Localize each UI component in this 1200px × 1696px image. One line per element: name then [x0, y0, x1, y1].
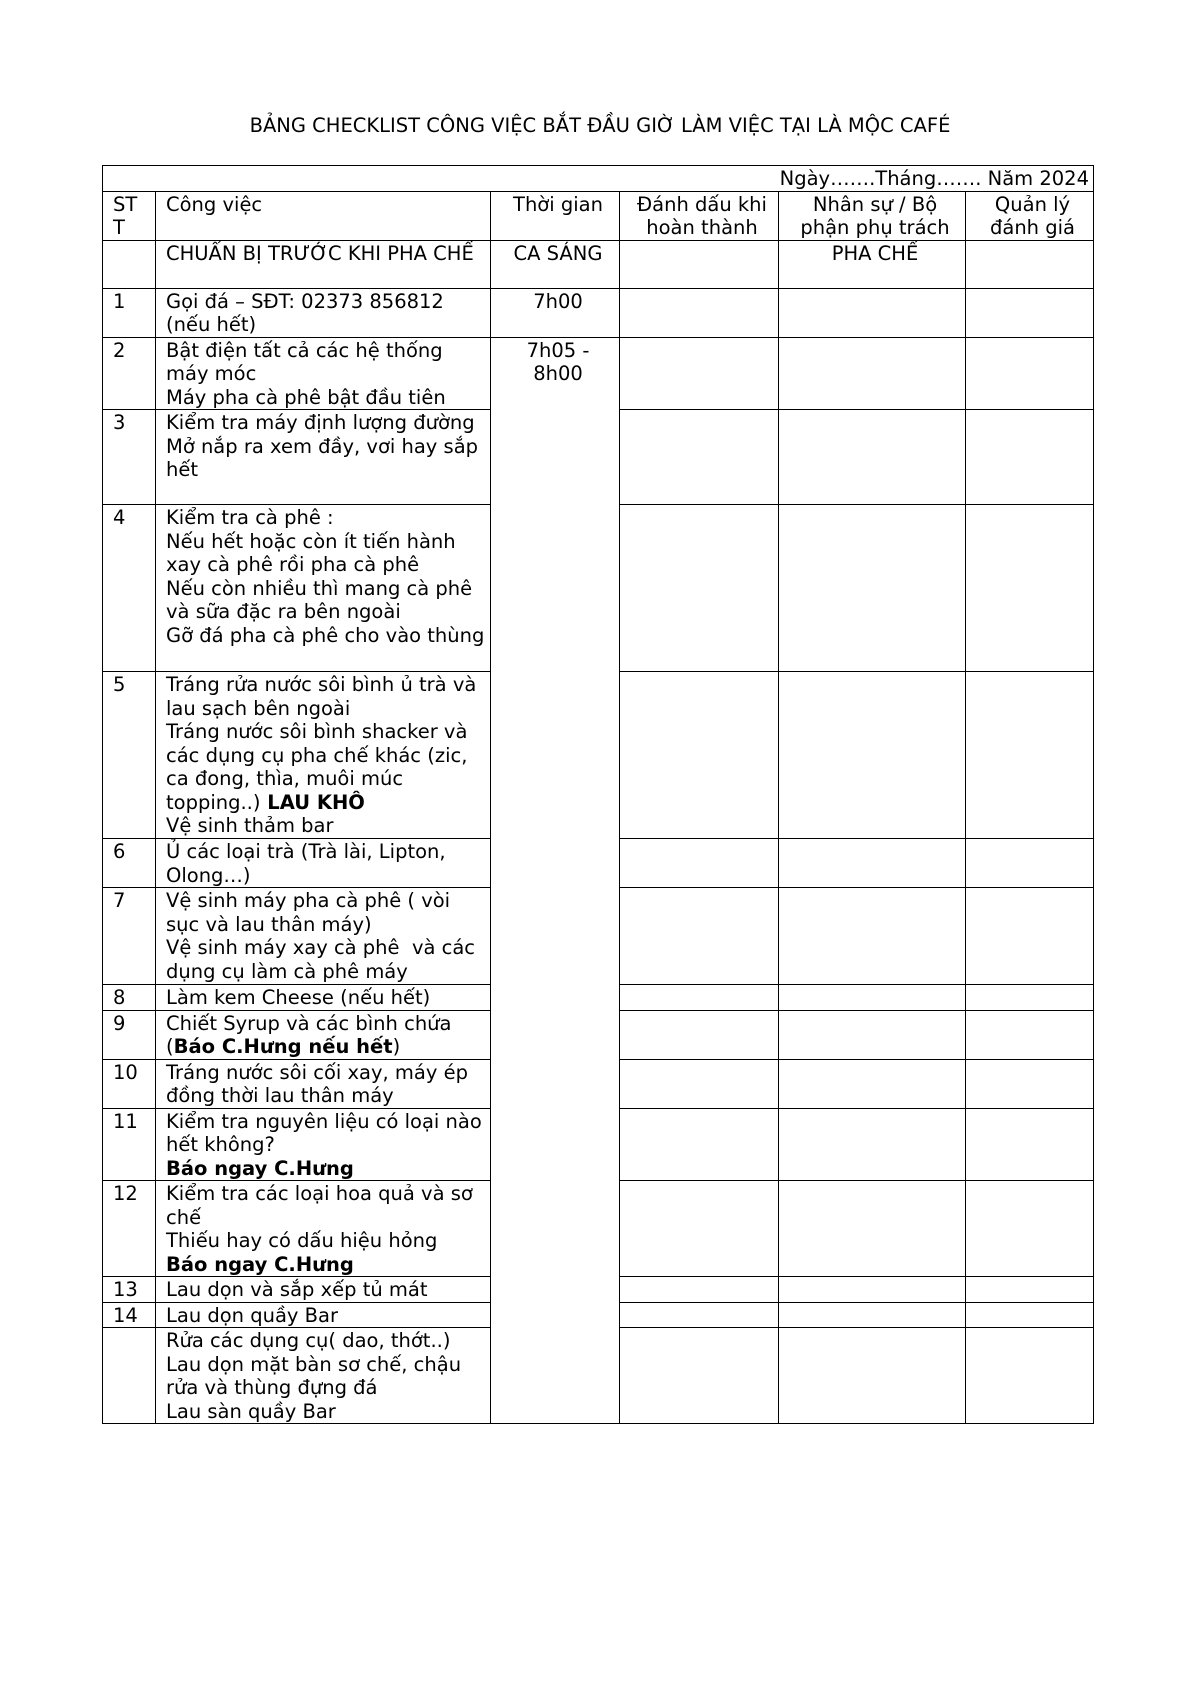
- header-task: Công việc: [156, 191, 491, 240]
- section-staff: PHA CHẾ: [779, 240, 966, 288]
- row-task: [156, 337, 491, 410]
- task-line-text: Tráng nước sôi bình shacker và các dụng cụ pha chế khác (zic, ca đong, thìa, muôi múc topping..): [166, 720, 474, 814]
- document-title: BẢNG CHECKLIST CÔNG VIỆC BẮT ĐẦU GIỜ LÀM VIỆC TẠI LÀ MỘC CAFÉ: [249, 114, 951, 137]
- task-line-text: Kiểm tra cà phê :: [166, 506, 334, 529]
- row-task: [156, 1181, 491, 1277]
- row-time: 7h00: [491, 288, 620, 337]
- row-staff-cell[interactable]: [779, 1277, 966, 1303]
- row-task: [156, 839, 491, 888]
- row-task: [156, 1059, 491, 1108]
- row-mark-cell[interactable]: [620, 839, 779, 888]
- section-stt: [103, 240, 156, 288]
- task-line-emphasis: Báo C.Hưng nếu hết: [173, 1035, 393, 1058]
- section-row: [103, 240, 1094, 288]
- row-task: [156, 505, 491, 672]
- task-line: [166, 1157, 486, 1181]
- task-line: [166, 1012, 486, 1059]
- task-line: [166, 840, 486, 887]
- row-review-cell[interactable]: [966, 1059, 1094, 1108]
- task-line-text: Bật điện tất cả các hệ thống máy móc: [166, 338, 449, 385]
- task-line: [166, 889, 486, 936]
- section-mark-cell: [620, 240, 779, 288]
- row-mark-cell[interactable]: [620, 985, 779, 1011]
- row-staff-cell[interactable]: [779, 505, 966, 672]
- task-line: [166, 530, 486, 577]
- task-line-text: Làm kem Cheese (nếu hết): [166, 986, 431, 1009]
- row-stt: 2: [103, 337, 156, 410]
- row-review-cell[interactable]: [966, 1302, 1094, 1328]
- row-review-cell[interactable]: [966, 505, 1094, 672]
- task-line-text: Tráng rửa nước sôi bình ủ trà và lau sạch bên ngoài: [166, 673, 483, 720]
- task-line-text: Gọi đá – SĐT: 02373 856812 (nếu hết): [166, 289, 451, 336]
- task-line-text: Kiểm tra máy định lượng đường: [166, 411, 475, 434]
- row-staff-cell[interactable]: [779, 1108, 966, 1181]
- task-line: [166, 506, 486, 530]
- row-task: [156, 672, 491, 839]
- row-mark-cell[interactable]: [620, 1181, 779, 1277]
- row-time-merged: [491, 337, 620, 1424]
- row-staff-cell[interactable]: [779, 1328, 966, 1424]
- task-line-text: Kiểm tra các loại hoa quả và sơ chế: [166, 1182, 480, 1229]
- row-staff-cell[interactable]: [779, 672, 966, 839]
- task-line-text: Báo ngay C.Hưng: [166, 1156, 354, 1180]
- row-mark-cell[interactable]: [620, 288, 779, 337]
- task-line: [166, 624, 486, 648]
- row-task: [156, 1328, 491, 1424]
- task-line: [166, 1304, 486, 1328]
- row-review-cell[interactable]: [966, 288, 1094, 337]
- task-line: [166, 673, 486, 720]
- row-review-cell[interactable]: [966, 1277, 1094, 1303]
- row-task: [156, 288, 491, 337]
- header-stt-label: ST T: [113, 192, 138, 239]
- row-mark-cell[interactable]: [620, 1059, 779, 1108]
- task-line: [166, 290, 486, 337]
- row-mark-cell[interactable]: [620, 1328, 779, 1424]
- section-task: CHUẨN BỊ TRƯỚC KHI PHA CHẾ: [156, 240, 491, 288]
- header-staff: Nhân sự / Bộ phận phụ trách: [779, 191, 966, 240]
- row-stt: 9: [103, 1010, 156, 1059]
- row-mark-cell[interactable]: [620, 1010, 779, 1059]
- task-line-text: Tráng nước sôi cối xay, máy ép đồng thời lau thân máy: [166, 1060, 475, 1107]
- task-line-emphasis: LAU KHÔ: [260, 790, 365, 814]
- task-line: [166, 986, 486, 1010]
- task-line-text: Báo ngay C.Hưng: [166, 1252, 354, 1276]
- row-mark-cell[interactable]: [620, 505, 779, 672]
- row-staff-cell[interactable]: [779, 1302, 966, 1328]
- date-line: Ngày…….Tháng……. Năm 2024: [103, 166, 1094, 192]
- row-mark-cell[interactable]: [620, 1302, 779, 1328]
- task-line: [166, 411, 486, 435]
- row-task: [156, 1010, 491, 1059]
- row-staff-cell[interactable]: [779, 410, 966, 505]
- row-review-cell[interactable]: [966, 1010, 1094, 1059]
- row-stt: 1: [103, 288, 156, 337]
- row-stt: 7: [103, 888, 156, 985]
- task-line: [166, 1253, 486, 1277]
- row-stt: 4: [103, 505, 156, 672]
- row-review-cell[interactable]: [966, 839, 1094, 888]
- header-mark: Đánh dấu khi hoàn thành: [620, 191, 779, 240]
- row-task: [156, 985, 491, 1011]
- task-line-text: Lau sàn quầy Bar: [166, 1399, 336, 1423]
- row-stt: 13: [103, 1277, 156, 1303]
- row-review-cell[interactable]: [966, 337, 1094, 410]
- task-line: [166, 1229, 486, 1253]
- row-review-cell[interactable]: [966, 985, 1094, 1011]
- row-staff-cell[interactable]: [779, 888, 966, 985]
- row-task: [156, 410, 491, 505]
- task-line-text: Nếu hết hoặc còn ít tiến hành xay cà phê rồi pha cà phê: [166, 529, 462, 576]
- section-review-cell: [966, 240, 1094, 288]
- task-line-text: Chiết Syrup và các bình chứa (: [166, 1011, 458, 1058]
- task-line-text: Lau dọn mặt bàn sơ chế, chậu rửa và thùng đựng đá: [166, 1352, 468, 1399]
- row-stt: 8: [103, 985, 156, 1011]
- task-line-text: Kiểm tra nguyên liệu có loại nào hết không?: [166, 1109, 488, 1156]
- row-staff-cell[interactable]: [779, 1181, 966, 1277]
- row-review-cell[interactable]: [966, 1181, 1094, 1277]
- time-range: 7h05 - 8h00: [526, 338, 590, 385]
- task-line-text: Vệ sinh máy xay cà phê và các dụng cụ làm cà phê máy: [166, 936, 482, 983]
- row-staff-cell[interactable]: [779, 985, 966, 1011]
- task-line-text: Máy pha cà phê bật đầu tiên: [166, 385, 446, 409]
- row-task: [156, 1302, 491, 1328]
- task-line: [166, 1182, 486, 1229]
- row-review-cell[interactable]: [966, 1108, 1094, 1181]
- row-stt: 10: [103, 1059, 156, 1108]
- header-row: [103, 191, 1094, 240]
- task-line: [166, 1061, 486, 1108]
- header-review: Quản lý đánh giá: [966, 191, 1094, 240]
- task-line: [166, 1110, 486, 1157]
- row-stt: [103, 1328, 156, 1424]
- task-line-text: Lau dọn quầy Bar: [166, 1303, 339, 1327]
- task-line-tail: ): [392, 1035, 401, 1058]
- table-row: [103, 288, 1094, 337]
- date-row: [103, 166, 1094, 192]
- task-line-text: Thiếu hay có dấu hiệu hỏng: [166, 1229, 438, 1252]
- row-mark-cell[interactable]: [620, 410, 779, 505]
- task-line: [166, 339, 486, 386]
- task-line-text: Ủ các loại trà (Trà lài, Lipton, Olong…): [166, 840, 452, 887]
- row-mark-cell[interactable]: [620, 672, 779, 839]
- task-line: [166, 814, 486, 838]
- task-line: [166, 1400, 486, 1424]
- task-line-text: Rửa các dụng cụ( dao, thớt..): [166, 1329, 451, 1352]
- task-line: [166, 936, 486, 983]
- task-line: [166, 1278, 486, 1302]
- task-line-text: Mở nắp ra xem đầy, vơi hay sắp hết: [166, 434, 485, 481]
- task-line-text: Vệ sinh thảm bar: [166, 814, 334, 837]
- row-review-cell[interactable]: [966, 410, 1094, 505]
- section-time: CA SÁNG: [491, 240, 620, 288]
- task-line: [166, 577, 486, 624]
- row-stt: 5: [103, 672, 156, 839]
- row-staff-cell[interactable]: [779, 1059, 966, 1108]
- row-task: [156, 888, 491, 985]
- task-line: [166, 386, 486, 410]
- row-review-cell[interactable]: [966, 888, 1094, 985]
- checklist-table: [102, 165, 1094, 1424]
- row-mark-cell[interactable]: [620, 337, 779, 410]
- row-staff-cell[interactable]: [779, 839, 966, 888]
- task-line: [166, 435, 486, 482]
- row-mark-cell[interactable]: [620, 1108, 779, 1181]
- row-mark-cell[interactable]: [620, 888, 779, 985]
- row-stt: 11: [103, 1108, 156, 1181]
- row-task: [156, 1108, 491, 1181]
- row-staff-cell[interactable]: [779, 337, 966, 410]
- row-stt: 3: [103, 410, 156, 505]
- task-line: [166, 720, 486, 814]
- row-mark-cell[interactable]: [620, 1277, 779, 1303]
- row-staff-cell[interactable]: [779, 1010, 966, 1059]
- row-stt: 6: [103, 839, 156, 888]
- row-stt: 12: [103, 1181, 156, 1277]
- header-stt: [103, 191, 156, 240]
- row-stt: 14: [103, 1302, 156, 1328]
- header-time: Thời gian: [491, 191, 620, 240]
- task-line-text: Nếu còn nhiều thì mang cà phê và sữa đặc ra bên ngoài: [166, 576, 479, 623]
- task-line: [166, 1329, 486, 1353]
- task-line-text: Lau dọn và sắp xếp tủ mát: [166, 1278, 428, 1301]
- row-review-cell[interactable]: [966, 1328, 1094, 1424]
- task-line-text: Vệ sinh máy pha cà phê ( vòi sục và lau thân máy): [166, 889, 457, 936]
- task-line: [166, 1353, 486, 1400]
- row-staff-cell[interactable]: [779, 288, 966, 337]
- row-review-cell[interactable]: [966, 672, 1094, 839]
- row-task: [156, 1277, 491, 1303]
- task-line-text: Gỡ đá pha cà phê cho vào thùng: [166, 623, 485, 647]
- table-row: [103, 337, 1094, 410]
